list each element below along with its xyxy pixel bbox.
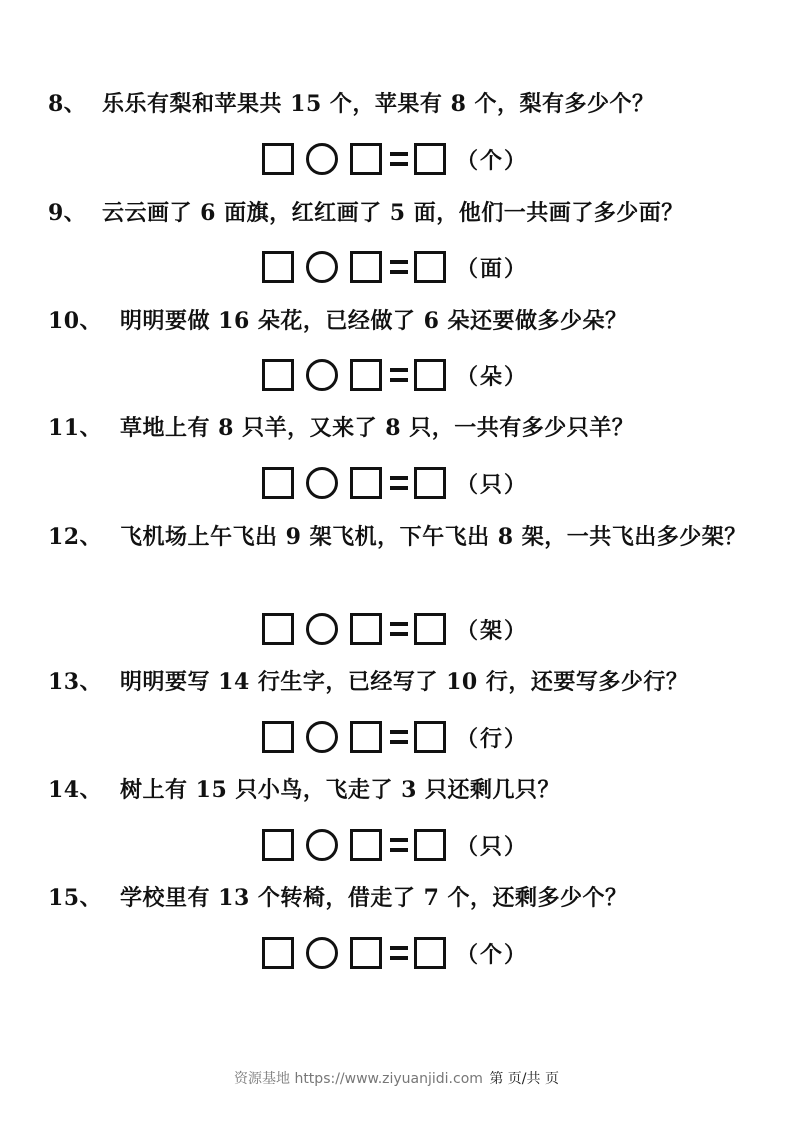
- equals-sign: [390, 946, 408, 960]
- problem-number: 15、: [48, 885, 103, 911]
- unit-label: （个）: [456, 147, 529, 174]
- answer-box-first-number[interactable]: [262, 721, 294, 753]
- answer-box-first-number[interactable]: [262, 251, 294, 283]
- unit-label: （只）: [456, 833, 529, 860]
- equals-sign: [390, 368, 408, 382]
- page-footer: [0, 1068, 793, 1088]
- answer-box-first-number[interactable]: [262, 359, 294, 391]
- equation-row: [262, 934, 528, 972]
- answer-box-result[interactable]: [414, 251, 446, 283]
- problem-question: 明明要写 14 行生字，已经写了 10 行，还要写多少行？: [120, 669, 689, 695]
- problem-number: 9、: [48, 200, 87, 226]
- answer-box-second-number[interactable]: [350, 143, 382, 175]
- operator-circle[interactable]: [306, 613, 338, 645]
- unit-label: （架）: [456, 617, 529, 644]
- equals-sign: [390, 622, 408, 636]
- equation-row: [262, 356, 528, 394]
- equals-sign: [390, 476, 408, 490]
- answer-box-second-number[interactable]: [350, 359, 382, 391]
- equation-row: [262, 610, 528, 648]
- unit-label: （面）: [456, 255, 529, 282]
- answer-box-first-number[interactable]: [262, 143, 294, 175]
- unit-label: （行）: [456, 725, 529, 752]
- equals-sign: [390, 260, 408, 274]
- problem-question: 飞机场上午飞出 9 架飞机，下午飞出 8 架，一共飞出多少架？: [120, 524, 747, 550]
- unit-label: （朵）: [456, 363, 529, 390]
- problem-number: 13、: [48, 669, 103, 695]
- problem-question: 学校里有 13 个转椅，借走了 7 个，还剩多少个？: [120, 885, 628, 911]
- problem-number: 11、: [48, 415, 103, 441]
- problem-14-text: [48, 772, 748, 808]
- unit-label: （只）: [456, 471, 529, 498]
- answer-box-first-number[interactable]: [262, 467, 294, 499]
- equation-row: [262, 718, 528, 756]
- answer-box-second-number[interactable]: [350, 251, 382, 283]
- answer-box-second-number[interactable]: [350, 829, 382, 861]
- problem-number: 8、: [48, 91, 87, 117]
- operator-circle[interactable]: [306, 829, 338, 861]
- operator-circle[interactable]: [306, 721, 338, 753]
- problem-number: 14、: [48, 777, 103, 803]
- answer-box-result[interactable]: [414, 613, 446, 645]
- answer-box-second-number[interactable]: [350, 937, 382, 969]
- problem-question: 明明要做 16 朵花，已经做了 6 朵还要做多少朵？: [120, 308, 628, 334]
- problem-9-text: [48, 195, 748, 231]
- operator-circle[interactable]: [306, 251, 338, 283]
- problem-13-text: [48, 664, 748, 700]
- watermark-text: 资源基地 https://www.ziyuanjidi.com: [234, 1071, 483, 1087]
- problem-number: 10、: [48, 308, 103, 334]
- equals-sign: [390, 730, 408, 744]
- answer-box-second-number[interactable]: [350, 467, 382, 499]
- answer-box-result[interactable]: [414, 359, 446, 391]
- answer-box-result[interactable]: [414, 467, 446, 499]
- problem-15-text: [48, 880, 748, 916]
- answer-box-result[interactable]: [414, 937, 446, 969]
- answer-box-second-number[interactable]: [350, 721, 382, 753]
- problem-question: 树上有 15 只小鸟，飞走了 3 只还剩几只？: [120, 777, 561, 803]
- problem-10-text: [48, 303, 748, 339]
- operator-circle[interactable]: [306, 359, 338, 391]
- equation-row: [262, 248, 528, 286]
- answer-box-result[interactable]: [414, 143, 446, 175]
- problem-11-text: [48, 410, 748, 446]
- equation-row: [262, 464, 528, 502]
- problem-number: 12、: [48, 524, 103, 550]
- problem-8-text: [48, 86, 748, 122]
- answer-box-result[interactable]: [414, 829, 446, 861]
- answer-box-first-number[interactable]: [262, 613, 294, 645]
- operator-circle[interactable]: [306, 143, 338, 175]
- problem-question: 草地上有 8 只羊，又来了 8 只，一共有多少只羊？: [120, 415, 635, 441]
- answer-box-result[interactable]: [414, 721, 446, 753]
- page-number-label: 第 页/共 页: [489, 1071, 559, 1087]
- operator-circle[interactable]: [306, 467, 338, 499]
- equation-row: [262, 826, 528, 864]
- answer-box-second-number[interactable]: [350, 613, 382, 645]
- equals-sign: [390, 838, 408, 852]
- operator-circle[interactable]: [306, 937, 338, 969]
- problem-12-text: [48, 518, 748, 556]
- problem-question: 乐乐有梨和苹果共 15 个，苹果有 8 个，梨有多少个？: [102, 91, 655, 117]
- answer-box-first-number[interactable]: [262, 829, 294, 861]
- equation-row: [262, 140, 528, 178]
- problem-question: 云云画了 6 面旗，红红画了 5 面，他们一共画了多少面？: [102, 200, 684, 226]
- equals-sign: [390, 152, 408, 166]
- answer-box-first-number[interactable]: [262, 937, 294, 969]
- unit-label: （个）: [456, 941, 529, 968]
